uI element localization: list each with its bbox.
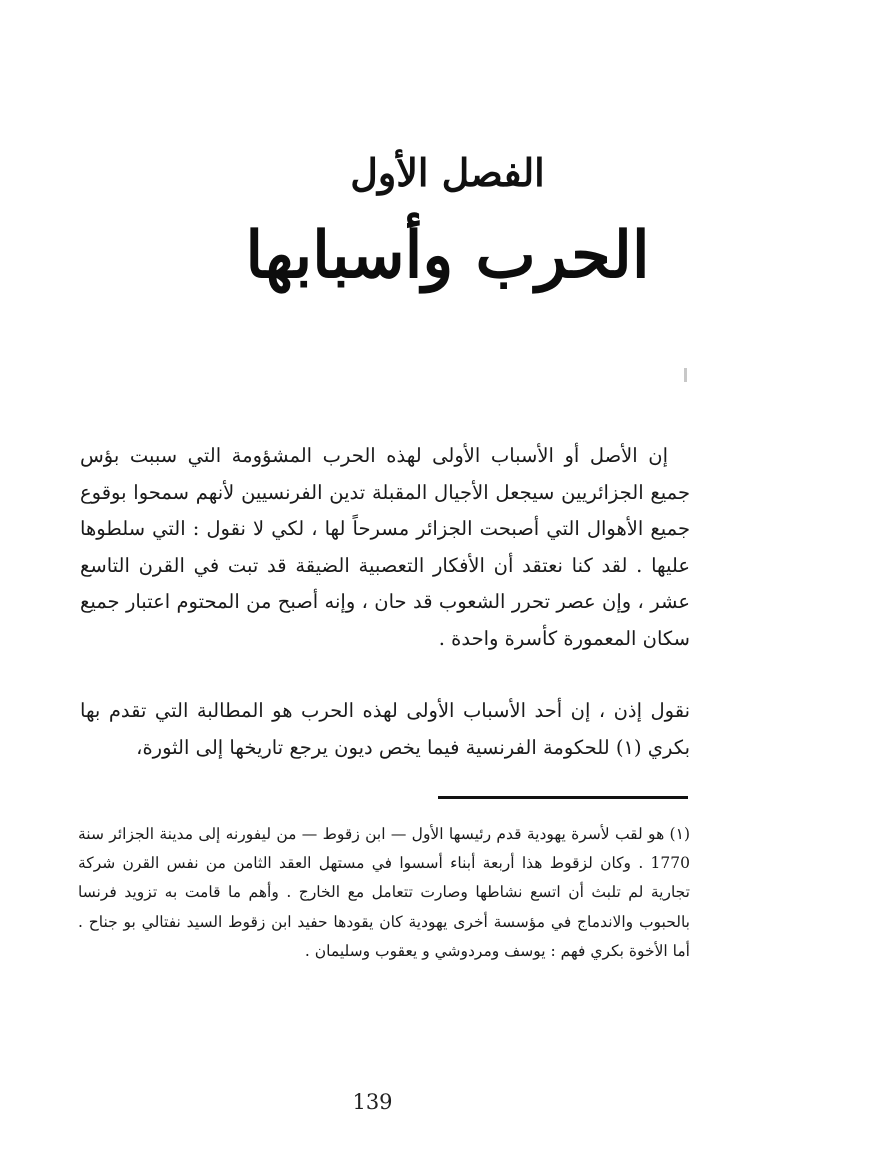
footnote-separator <box>438 796 688 799</box>
paragraph-1: إن الأصل أو الأسباب الأولى لهذه الحرب المشؤومة التي سببت بؤس جميع الجزائريين سيجعل الأجيال المقبلة تدين الفرنسيين لأنهم سمحوا بوقوع جميع الأهوال التي أصبحت الجزائر مسرحاً لها ، لكي لا نقول : التي سلطوها عليها . لقد كنا نعتقد أن الأفكار التعصبية الضيقة قد تبت في القرن التاسع عشر ، وإن عصر تحرر الشعوب قد حان ، وإنه أصبح من المحتوم اعتبار جميع سكان المعمورة كأسرة واحدة . <box>80 444 690 650</box>
paragraph-2: نقول إذن ، إن أحد الأسباب الأولى لهذه الحرب هو المطالبة التي تقدم بها بكري (١) للحكومة الفرنسية فيما يخص ديون يرجع تاريخها إلى الثورة، <box>80 699 690 759</box>
page-number: 139 <box>352 1090 393 1114</box>
footnote: (١) هو لقب لأسرة يهودية قدم رئيسها الأول — ابن زقوط — من ليفورنه إلى مدينة الجزائر سنة 1770 . وكان لزقوط هذا أربعة أبناء أسسوا في مستهل العقد الثامن من نفس القرن شركة تجارية لم تلبث أن اتسع نشاطها وصارت تتعامل مع الخارج . وأهم ما قامت به تزويد فرنسا بالحبوب والاندماج في مؤسسة أخرى يهودية كان يقودها حفيد ابن زقوط السيد نفتالي بو جناح . أما الأخوة بكري فهم : يوسف ومردوشي و يعقوب وسليمان . <box>78 825 690 960</box>
margin-mark <box>684 368 687 382</box>
chapter-label: الفصل الأول <box>350 150 545 195</box>
chapter-title: الحرب وأسبابها <box>245 218 650 293</box>
